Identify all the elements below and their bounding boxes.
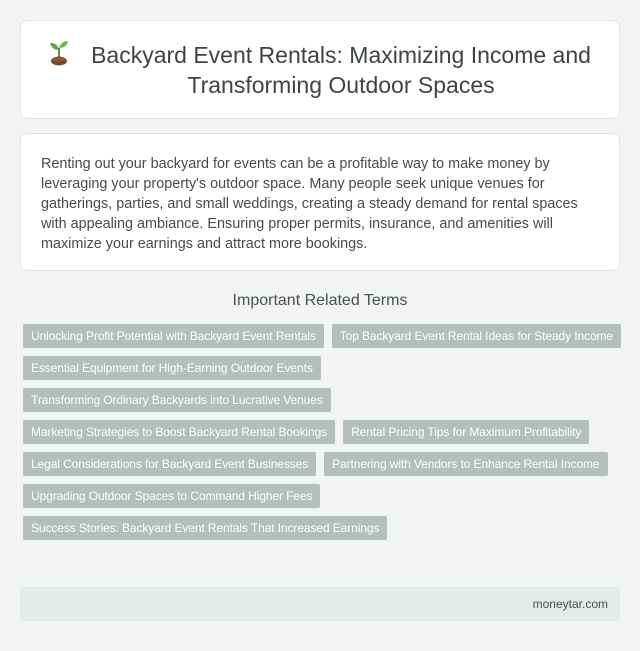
footer — [20, 587, 620, 621]
title-wrap — [45, 40, 595, 100]
page-title: Backyard Event Rentals: Maximizing Income and Transforming Outdoor Spaces — [91, 41, 591, 98]
related-terms-list — [23, 324, 623, 540]
summary-text: Renting out your backyard for events can be a profitable way to make money by leveraging your property's outdoor space. Many people seek unique venues for gatherings, parties, and small weddings, creating a steady demand for rental spaces with appealing ambiance. Ensuring proper permits, insurance, and amenities will maximize your earnings and attract more bookings. — [41, 156, 578, 252]
sprout-icon — [45, 38, 73, 66]
related-term-tag[interactable]: Upgrading Outdoor Spaces to Command Higher Fees — [23, 484, 320, 508]
related-term-tag[interactable]: Partnering with Vendors to Enhance Rental Income — [324, 452, 607, 476]
related-term-tag[interactable]: Unlocking Profit Potential with Backyard Event Rentals — [23, 324, 324, 348]
related-term-tag[interactable]: Transforming Ordinary Backyards into Lucrative Venues — [23, 388, 331, 412]
summary-card — [20, 133, 620, 271]
related-term-tag[interactable]: Success Stories: Backyard Event Rentals That Increased Earnings — [23, 516, 387, 540]
related-term-tag[interactable]: Legal Considerations for Backyard Event Businesses — [23, 452, 316, 476]
related-term-tag[interactable]: Essential Equipment for High-Earning Outdoor Events — [23, 356, 321, 380]
related-term-tag[interactable]: Rental Pricing Tips for Maximum Profitability — [343, 420, 589, 444]
related-terms-heading: Important Related Terms — [232, 292, 408, 309]
related-term-tag[interactable]: Marketing Strategies to Boost Backyard Rental Bookings — [23, 420, 335, 444]
title-card — [20, 20, 620, 119]
footer-site-name: moneytar.com — [532, 597, 608, 611]
related-term-tag[interactable]: Top Backyard Event Rental Ideas for Steady Income — [332, 324, 621, 348]
